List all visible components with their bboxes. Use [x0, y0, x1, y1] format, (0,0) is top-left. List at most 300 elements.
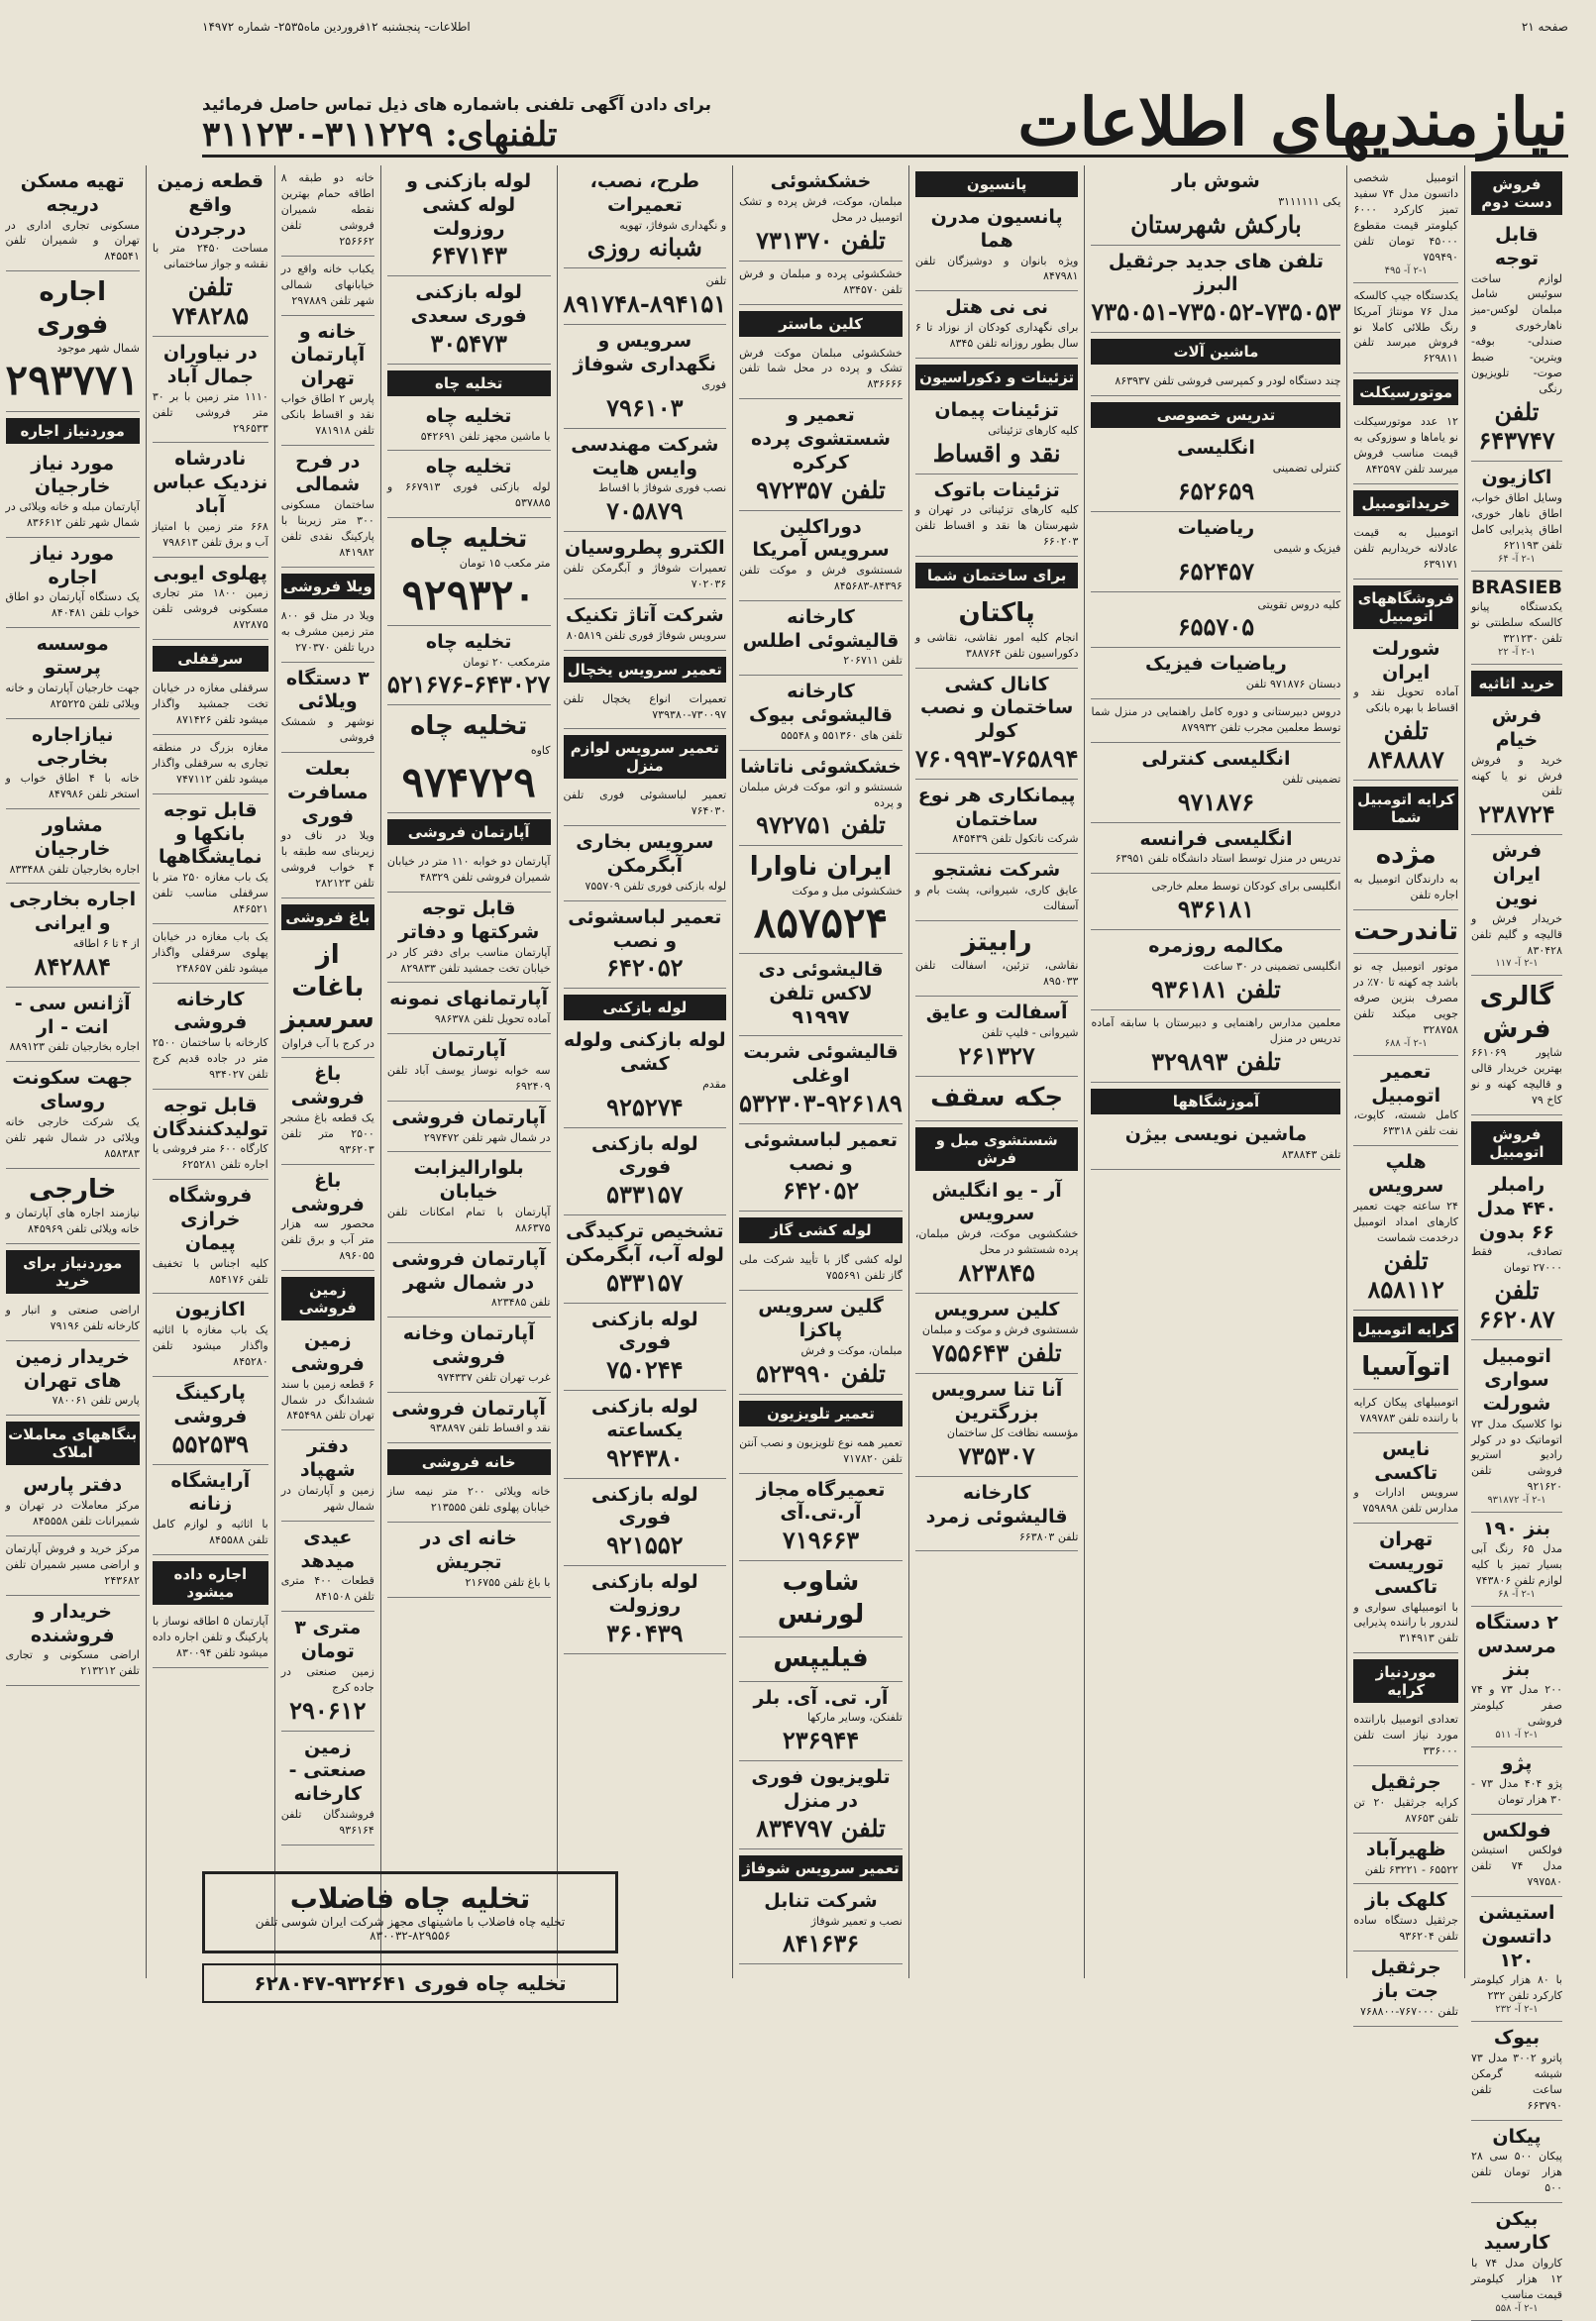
- ad-title: تخلیه چاه: [409, 711, 528, 742]
- classified-ad: [281, 1165, 374, 1271]
- ad-text: نوا کلاسیک مدل ۷۳ اتوماتیک دو در کولر رادیو استریو فروشی تلفن ۹۲۱۶۲۰: [1470, 1417, 1562, 1494]
- ad-text: آپارتمان ۵ اطاقه نوساز با پارکینگ و تلفن اجاره داده میشود تلفن ۸۳۰۰۹۴: [152, 1614, 268, 1659]
- ad-text: تلفن ۲۰۶۷۱۱: [843, 654, 903, 668]
- ad-code: ۲-۱ آ- ۶۴: [1498, 553, 1536, 565]
- ad-title: شورلت ایران: [1371, 637, 1440, 684]
- ad-title: تاندرحت: [1353, 915, 1458, 946]
- classified-ad: [564, 1215, 727, 1304]
- classified-ad: [153, 794, 268, 924]
- classified-ad: [6, 448, 140, 538]
- ad-phone: ۷۳۵۳۰۷: [958, 1441, 1035, 1470]
- ad-code: ۲-۱ آ- ۶۸۸: [1384, 1037, 1428, 1049]
- classified-ad: [915, 854, 1079, 921]
- ad-text: تلفن ۶۶۳۸۰۳: [1018, 1530, 1079, 1543]
- ad-title: سرویس بخاری آبگرمکن: [576, 831, 714, 878]
- ad-title: BRASIEB: [1470, 576, 1562, 598]
- classified-ad: [387, 705, 551, 813]
- ad-text: ساختمان مسکونی ۳۰۰ متر زیربنا با پارکینگ نقدی تلفن ۸۴۱۹۸۲: [280, 498, 374, 559]
- ad-title: فولکس: [1482, 1819, 1551, 1842]
- page-number: صفحه ۲۱: [1521, 20, 1568, 34]
- ad-title: نی نی هتل: [945, 296, 1049, 319]
- classified-ad: [387, 165, 551, 276]
- ad-text: خشکشویی موکت، فرش مبلمان، پرده شستشو در محل: [914, 1227, 1079, 1256]
- classified-ad: [1091, 1118, 1340, 1170]
- classified-ad: [1091, 592, 1340, 649]
- classified-ad: [915, 921, 1079, 997]
- ad-title: تخلیه چاه: [425, 630, 512, 653]
- ad-text: آپارتمان دو خوابه ۱۱۰ متر در خیابان شمیران فروشی تلفن ۴۸۳۲۹: [386, 855, 551, 885]
- ad-text: کامل شسته، کاپوت، نفت تلفن ۶۳۳۱۸: [1353, 1108, 1458, 1138]
- ad-phone: ۸۲۳۸۴۵: [958, 1257, 1035, 1287]
- ad-phone: ۹۲۴۳۸۰: [606, 1442, 684, 1472]
- ad-text: خشکشوئی مبل و موکت: [792, 884, 903, 897]
- classified-ad: [739, 601, 903, 676]
- ad-text: دبستان ۹۷۱۸۷۶ تلفن: [1245, 678, 1341, 691]
- ad-title: جرثقیل جت باز: [1370, 1956, 1441, 2002]
- ad-phone: تلفن ۸۴۸۸۸۷: [1367, 716, 1444, 775]
- ad-title: اجاره فوری: [37, 277, 109, 340]
- ad-title: قطعه زمین واقع درجردن: [157, 170, 264, 240]
- ad-text: ۱۱۱۰ متر زمین با بر ۳۰ متر فروشی تلفن ۲۹۶۵۳۳: [152, 389, 268, 435]
- classified-ad: [281, 316, 374, 446]
- column: [274, 165, 380, 1978]
- ad-phone: تلفن ۹۷۲۳۵۷: [756, 475, 886, 504]
- classified-ad: [1091, 246, 1340, 334]
- ad-title: اتوآسیا: [1361, 1351, 1451, 1382]
- footer-strip-title: تخلیه چاه فوری: [414, 1971, 567, 1995]
- ad-phone: ۹۷۱۸۷۶: [1177, 787, 1255, 816]
- classified-ad: [281, 753, 374, 898]
- classified-ad: [564, 1479, 727, 1567]
- classified-ad: [1353, 165, 1458, 283]
- ad-title: اکازیون: [1481, 467, 1552, 488]
- ad-text: شستشو و اتو، موکت فرش مبلمان و پرده: [739, 780, 903, 809]
- ad-title: جکه سقف: [930, 1083, 1064, 1112]
- classified-ad: [1353, 954, 1458, 1056]
- ad-title: شوش بار: [1172, 170, 1260, 192]
- classified-ad: [387, 1243, 551, 1318]
- ad-text: فروشندگان تلفن ۹۳۶۱۶۴: [280, 1807, 374, 1837]
- ad-title: خشکشوئی ناتاشا: [740, 755, 902, 778]
- ad-text: نقاشی، تزئین، اسفالت تلفن ۸۹۵۰۳۳: [914, 959, 1079, 989]
- classified-ad: [387, 451, 551, 518]
- ad-text: شرکت ناتکول تلفن ۸۴۵۴۳۹: [952, 832, 1079, 846]
- ad-title: فرش خیام: [1491, 705, 1543, 751]
- ad-text: شاپور ۶۶۱۰۶۹ بهترین خریدار قالی و قالیچه کهنه و نو کاخ ۷۹: [1470, 1046, 1562, 1108]
- ad-text: یکباب خانه واقع در خیابانهای شمالی شهر تلفن ۲۹۷۸۸۹: [280, 262, 374, 307]
- classified-ad: [281, 1612, 374, 1731]
- ad-text: شستشوی فرش و موکت تلفن ۸۴۳۹۶-۸۴۵۶۸۳: [739, 564, 903, 592]
- classified-ad: [1353, 1707, 1458, 1766]
- ad-phone: تلفن ۷۵۵۶۴۳: [931, 1337, 1062, 1367]
- ad-text: نیازمند اجاره های آپارتمان و خانه ویلائی تلفن ۸۴۵۹۶۹: [5, 1207, 140, 1236]
- newspaper-page: [5, 0, 1596, 2314]
- ad-title: جرثقیل: [1370, 1771, 1441, 1794]
- ad-text: یک باب مغازه در خیابان پهلوی سرقفلی واگذار میشود تلفن ۲۴۸۶۵۷: [152, 929, 268, 975]
- ad-title: تخلیه چاه: [425, 404, 512, 427]
- header-phones: [202, 95, 711, 155]
- ad-text: در شمال شهر تلفن ۲۹۷۴۷۲: [423, 1130, 551, 1144]
- ad-title: کارخانه قالیشوئی بیوک: [749, 681, 893, 727]
- section-heading: باغ فروشی: [281, 904, 374, 930]
- ad-phone: ۸۹۱۷۴۸-۸۹۴۱۵۱: [563, 289, 727, 319]
- ad-text: موتور اتومبیل چه نو باشد چه کهنه تا ۷۰٪ در مصرف بنزین صرفه جویی میکند تلفن ۳۲۸۷۵۸: [1353, 960, 1458, 1036]
- ad-text: تلفن ۸۲۳۴۸۵: [490, 1296, 551, 1310]
- ad-text: تضمینی تلفن: [1282, 772, 1341, 786]
- classified-ad: [739, 1637, 903, 1682]
- ad-phone: ۲۳۸۷۲۴: [1478, 799, 1555, 829]
- classified-ad: [1471, 1815, 1562, 1898]
- ad-title: بیوک: [1493, 2027, 1541, 2050]
- ad-title: لوله بازکنی ولوله کشی: [563, 1029, 726, 1075]
- classified-ad: [739, 1247, 903, 1291]
- classified-ad: [1353, 633, 1458, 781]
- section-heading: خریداتومبیل: [1353, 490, 1458, 516]
- ad-text: مساحت ۲۴۵۰ متر با نقشه و جواز ساختمانی: [152, 242, 268, 271]
- classified-ad: [564, 1304, 727, 1392]
- classified-ad: [739, 262, 903, 305]
- footer-box-text: تخلیه چاه فاضلاب با ماشینهای مجهز شرکت ایران شوسی تلفن ۸۲۹۵۵۶-۸۳۰۰۳۲: [255, 1915, 566, 1943]
- ad-title: نیازاجاره بخارجی: [31, 723, 114, 770]
- ad-text: پژو ۴۰۴ مدل ۷۳ - ۳۰ هزار تومان: [1470, 1776, 1563, 1806]
- ad-title: خریدار و فروشنده: [30, 1600, 115, 1646]
- ad-title: پانسیون مدرن هما: [930, 206, 1063, 252]
- ad-phone: ۳۰۵۴۷۳: [430, 328, 507, 358]
- ad-phone: تلفن ۸۳۴۷۹۷: [756, 1813, 886, 1843]
- ad-phone: ۶۴۲۰۵۲: [606, 953, 684, 983]
- classified-ad: [153, 924, 268, 984]
- ad-text: خریدار فرش و قالیچه و گلیم تلفن ۸۳۰۴۲۸: [1470, 911, 1562, 957]
- classified-ad: [6, 719, 140, 809]
- classified-ad: [915, 997, 1079, 1077]
- phones-label: تلفنهای:: [445, 115, 558, 155]
- ad-code: ۲-۱ آ- ۵۱۱: [1495, 1729, 1539, 1741]
- ad-title: دوراکلین سرویس آمریکا: [752, 515, 890, 562]
- ad-text: شستشوی فرش و موکت و مبلمان: [921, 1322, 1079, 1336]
- classified-ad: [387, 1102, 551, 1153]
- classified-ad: [6, 1341, 140, 1416]
- section-heading: اجاره داده میشود: [153, 1561, 268, 1605]
- ad-phone: ۷۰۵۸۷۹: [606, 496, 684, 526]
- ad-title: لوله بازکنی روزولت: [591, 1571, 698, 1617]
- classified-ad: [1353, 283, 1458, 374]
- ad-title: رابیتز: [961, 926, 1032, 957]
- section-heading: خرید اثاثیه: [1471, 671, 1562, 696]
- ad-title: پارکینگ فروشی: [173, 1382, 248, 1427]
- classified-ad: [739, 954, 903, 1036]
- ad-text: تعمیرات انواع یخچال تلفن ۷۳۰۰۹۷-۷۳۹۳۸۰: [563, 691, 727, 721]
- ad-title: کانال کشی ساختمان و نصب کولر: [919, 673, 1074, 743]
- ad-title: تلویزیون فوری در منزل: [751, 1766, 891, 1813]
- ad-title: تهیه مسکن دریجه: [20, 170, 125, 216]
- classified-ad: [281, 603, 374, 663]
- classified-ad: [564, 1128, 727, 1216]
- ad-text: کاوه: [530, 743, 551, 757]
- ad-phone: ۷۳۵۰۵۱-۷۳۵۰۵۲-۷۳۵۰۵۳: [1091, 297, 1341, 327]
- classified-ad: [739, 1474, 903, 1562]
- ad-phone: ۵۳۳۱۵۷: [606, 1180, 684, 1210]
- ad-text: تعمیرات شوفاژ و آبگرمکن تلفن ۷۰۲۰۳۶: [563, 562, 727, 590]
- ad-title: جهت سکونت روسای: [12, 1067, 134, 1113]
- column: [732, 165, 908, 1978]
- classified-ad: [6, 1298, 140, 1341]
- ad-text: آماده تحویل نقد و اقساط با بهره بانکی: [1353, 686, 1458, 715]
- ad-text: مقدم: [702, 1077, 727, 1091]
- ad-title: خریدار زمین های تهران: [15, 1345, 130, 1392]
- classified-ad: [915, 592, 1079, 668]
- classified-ad: [915, 475, 1079, 558]
- ad-text: مدل ۶۵ رنگ آبی بسیار تمیز با کلیه لوازم تلفن ۷۴۳۸۰۶: [1470, 1542, 1562, 1587]
- ad-title: کلهک باز: [1364, 1889, 1447, 1912]
- section-heading: آپارتمان فروشی: [387, 819, 551, 845]
- section-heading: ویلا فروشی: [281, 574, 374, 599]
- ad-phone: ۹۲۵۲۷۴: [606, 1092, 684, 1121]
- classified-ad: [281, 934, 374, 1058]
- classified-ad: [1471, 1340, 1562, 1513]
- ad-text: معلمین مدارس راهنمایی و دبیرستان با سابقه آماده تدریس در منزل: [1091, 1016, 1341, 1045]
- ad-text: کرایه جرثقیل ۲۰ تن تلفن ۸۷۶۵۳: [1353, 1795, 1458, 1825]
- ad-text: خرید و فروش فرش نو یا کهنه تلفن: [1470, 753, 1562, 798]
- ad-text: مترمکعب ۲۰ تومان: [463, 655, 551, 669]
- ad-title: بعلت مسافرت فوری: [286, 758, 369, 827]
- ad-text: یک باب مغازه ۲۵۰ متر با سرقفلی مناسب تلفن ۸۴۶۵۲۱: [152, 871, 268, 915]
- ad-title: ۳ دستگاه ویلائی: [285, 667, 370, 713]
- ad-title: طرح، نصب، تعمیرات: [589, 170, 700, 216]
- ad-title: قابل توجه: [1494, 224, 1540, 269]
- section-heading: موردنیاز اجاره: [6, 418, 140, 444]
- ad-title: قابل توجه تولیدکنندگان: [152, 1094, 268, 1140]
- ad-title: مژده: [1375, 840, 1436, 871]
- ad-title: اکازیون: [174, 1299, 246, 1321]
- classified-ad: [153, 1090, 268, 1180]
- ad-text: برای نگهداری کودکان از نوزاد تا ۶ سال بطور روزانه تلفن ۸۳۴۵: [914, 321, 1079, 351]
- ad-title: هلپ سرویس: [1368, 1151, 1444, 1197]
- classified-ad: [387, 626, 551, 706]
- ad-title: آر. تی. آی. بلر: [753, 1686, 889, 1709]
- classified-ad: [739, 341, 903, 400]
- ad-title: فروشگاه خرازی پیمان: [168, 1185, 253, 1254]
- classified-ad: [739, 165, 903, 262]
- classified-ad: [915, 669, 1079, 780]
- section-heading: موردنیاز برای خرید: [6, 1250, 140, 1294]
- ad-text: لوله کشی گاز با تأیید شرکت ملی گاز تلفن ۷۵۵۶۹۱: [739, 1253, 903, 1283]
- ad-title: آپارتمان: [431, 1039, 506, 1062]
- classified-ad: [1471, 1747, 1562, 1815]
- ad-title: تزئینات باتوک: [933, 478, 1060, 501]
- ad-text: ۱۲ عدد موتورسیکلت نو یاماها و سوزوکی به قیمت مناسب فروش میرسد تلفن ۸۴۲۵۹۷: [1353, 415, 1458, 476]
- ad-text: اجاره بخارجیان تلفن ۸۸۹۱۲۳: [9, 1040, 140, 1054]
- section-heading: تعمیر سرویس شوفاژ: [739, 1855, 903, 1881]
- ad-text: تعدادی اتومبیل بارانتده مورد نیاز است تلفن ۳۳۶۰۰۰: [1353, 1713, 1458, 1758]
- ad-text: ویلا در ناف دو زیربنای سه طبقه با ۴ خواب فروشی تلفن ۲۸۲۱۲۳: [280, 829, 374, 891]
- ad-text: تلفن ۷۶۷۰۰۰-۷۶۸۸۰۰: [1359, 2004, 1458, 2018]
- ad-title: ریاضیات: [1177, 516, 1255, 539]
- footer-strip-phone: ۹۳۲۶۴۱-۶۲۸۰۴۷: [254, 1971, 408, 1995]
- ad-text: خشکشوئی پرده و مبلمان و فرش تلفن ۸۳۴۵۷۰: [739, 266, 903, 296]
- classified-ad: [6, 809, 140, 884]
- ad-title: آپارتمان فروشی: [391, 1106, 546, 1128]
- ad-phone: ۹۲۹۳۲۰: [401, 570, 536, 619]
- section-heading: موتورسیکلت: [1353, 379, 1458, 405]
- ad-text: مغازه بزرگ در منطقه تجاری به سرقفلی واگذار میشود تلفن ۷۴۷۱۱۲: [152, 740, 268, 786]
- ad-title: بیکن کارسید: [1483, 2208, 1550, 2254]
- footer-box-ad: [202, 1871, 618, 1953]
- ad-title: انگلیسی فرانسه: [1139, 827, 1293, 850]
- ad-phone: ۵۲۱۶۷۶-۶۴۳۰۲۷: [386, 670, 551, 699]
- ad-text: تعمیر لباسشوئی فوری تلفن ۷۶۴۰۳۰: [563, 789, 727, 818]
- footer-strip-ad: [202, 1963, 618, 2003]
- classified-ad: [281, 663, 374, 753]
- column: [1084, 165, 1346, 1978]
- ad-phone: ۷۱۹۶۶۳: [782, 1526, 860, 1555]
- classified-ad: [915, 394, 1079, 475]
- ad-text: کاروان مدل ۷۴ با ۱۲ هزار کیلومتر قیمت مناسب: [1470, 2256, 1562, 2301]
- ad-title: پژو: [1501, 1751, 1533, 1774]
- ad-title: سرویس و نگهداری شوفاژ: [573, 330, 716, 376]
- section-heading: لوله کشی گاز: [739, 1217, 903, 1243]
- ad-text: آپارتمان مبله و خانه ویلائی در شمال شهر تلفن ۸۳۶۶۱۲: [5, 500, 140, 529]
- classified-ad: [153, 165, 268, 337]
- ad-title: ظهیرآباد: [1365, 1838, 1446, 1860]
- ad-title: فیلیپس: [773, 1643, 869, 1674]
- ad-text: کلیه کارهای تزئیناتی در تهران و شهرستان ها نقد و اقساط تلفن ۶۶۰۲۰۳: [914, 503, 1079, 549]
- ad-title: کارخانه قالیشوئی اطلس: [742, 605, 900, 652]
- classified-ad: [1353, 1524, 1458, 1653]
- classified-ad: [6, 1596, 140, 1686]
- phones-number: ۳۱۱۲۲۹-۳۱۱۲۳۰: [202, 115, 434, 155]
- section-heading: تزئینات و دکوراسیون: [915, 365, 1079, 390]
- ad-phone: ۶۴۲۰۵۲: [782, 1176, 860, 1206]
- header-note: برای دادن آگهی تلفنی باشماره های ذیل تماس حاصل فرمائید: [202, 95, 711, 115]
- classified-ad: [1471, 2121, 1562, 2204]
- ad-title: قابل توجه بانکها و نمایشگاهها: [159, 798, 263, 869]
- ad-phone: ۲۶۱۳۲۷: [958, 1041, 1035, 1070]
- ad-text: کلیه اجناس با تخفیف تلفن ۸۵۴۱۷۶: [152, 1256, 268, 1286]
- classified-ad: [281, 1522, 374, 1612]
- ad-title: الکترو پطروسیان: [564, 537, 725, 560]
- ad-text: تعمیر همه نوع تلویزیون و نصب آنتن تلفن ۷۱۷۸۲۰: [739, 1435, 903, 1465]
- classified-ad: [564, 1024, 727, 1127]
- ad-text: لوله بازکنی فوری تلفن ۷۵۵۷۰۹: [585, 879, 727, 893]
- classified-ad: [387, 893, 551, 983]
- classified-ad: [1091, 648, 1340, 699]
- ad-text: تصادف، فقط ۲۷۰۰۰ تومان: [1470, 1245, 1562, 1275]
- ad-text: یک دستگاه آپارتمان دو اطاق خواب تلفن ۸۴۰۴۸۱: [5, 590, 140, 620]
- ad-text: فوری: [701, 377, 727, 391]
- classified-ad: [281, 1430, 374, 1521]
- classified-ad: [6, 628, 140, 718]
- classified-ad: [153, 1609, 268, 1668]
- ad-text: با اتومبیلهای سواری و لندرور با راننده پذیرایی تلفن ۳۱۴۹۱۳: [1353, 1600, 1458, 1645]
- classified-ad: [1091, 432, 1340, 512]
- ad-text: متر مکعب ۱۵ تومان: [459, 556, 551, 570]
- ad-text: اتومبیل به قیمت عادلانه خریداریم تلفن ۶۳۹۱۷۱: [1353, 526, 1458, 571]
- ad-text: و نگهداری شوفاژ، تهویه: [619, 218, 727, 232]
- section-heading: بنگاههای معاملات املاک: [6, 1422, 140, 1465]
- ad-text: تلفن ۸۳۸۸۴۳: [1281, 1147, 1341, 1161]
- classified-ad: [739, 1682, 903, 1762]
- ad-text: انگلیسی برای کودکان توسط معلم خارجی: [1151, 880, 1341, 894]
- ad-title: آپارتمان فروشی در شمال شهر: [391, 1247, 546, 1294]
- classified-ad: [387, 983, 551, 1034]
- ad-title: خانه و آپارتمان تهران: [290, 320, 366, 389]
- section-heading: پانسیون: [915, 171, 1079, 197]
- classified-ad: [6, 1536, 140, 1596]
- classified-ad: [1353, 834, 1458, 909]
- classified-ad: [1471, 976, 1562, 1115]
- classified-ad: [153, 1294, 268, 1377]
- classified-ad: [1353, 1056, 1458, 1146]
- classified-ad: [1471, 835, 1562, 976]
- ad-code: ۲-۱ آ- ۲۳۲: [1495, 2004, 1539, 2016]
- ad-text: غرب تهران تلفن ۹۷۴۳۳۷: [437, 1370, 551, 1384]
- ad-text: مسکونی تجاری اداری در تهران و شمیران تلفن ۸۴۵۵۴۱: [5, 218, 140, 264]
- ad-phone: ۶۵۲۶۵۹: [1177, 475, 1255, 505]
- ad-text: عایق کاری، شیروانی، پشت بام و آسفالت: [914, 884, 1079, 912]
- ad-text: لوازم ساخت سوئیس شامل مبلمان لوکس-میز ناهارخوری و صندلی- بوفه- ویترین- ضبط صوت- تلویزیون رنگی: [1470, 271, 1562, 396]
- ad-phone: ۲۹۰۶۱۲: [289, 1695, 367, 1725]
- classified-ad: [387, 849, 551, 893]
- section-heading: فروشگاههای اتومبیل: [1353, 585, 1458, 629]
- ad-phone: تلفن ۸۵۸۱۱۲: [1367, 1245, 1444, 1304]
- classified-ad: [564, 429, 727, 532]
- ad-text: مرکز خرید و فروش آپارتمان و اراضی مسیر شمیران تلفن ۲۴۳۶۸۲: [5, 1541, 140, 1587]
- section-heading: تعمیر سرویس یخچال: [564, 657, 727, 683]
- classified-ad: [739, 1761, 903, 1849]
- ad-text: خشکشوئی مبلمان موکت فرش تشک و پرده در محل شما تلفن ۸۳۶۶۶۶: [739, 346, 903, 391]
- ad-title: تعمیر اتومبیل: [1371, 1060, 1441, 1107]
- ad-text: زمین صنعتی در جاده کرج: [280, 1664, 374, 1694]
- ad-phone: تلفن ۶۴۳۷۴۷: [1478, 397, 1555, 455]
- ad-title: آپارتمان فروشی: [391, 1397, 546, 1420]
- ad-title: پاکتان: [958, 598, 1035, 629]
- ad-phone: ۸۴۱۶۳۶: [782, 1929, 860, 1958]
- ad-text: ۶۵۵۲۲ - ۶۳۲۲۱ تلفن: [1364, 1862, 1458, 1876]
- ad-text: کارخانه با ساختمان ۲۵۰۰ متر در جاده قدیم کرج تلفن ۹۳۴۰۲۷: [152, 1036, 268, 1081]
- ad-title: کلین سرویس: [933, 1298, 1060, 1320]
- ad-title: پیکان: [1492, 2125, 1542, 2148]
- ad-title: آر - یو انگلیش سرویس: [931, 1179, 1062, 1225]
- ad-text: با اثاثیه و لوازم کامل تلفن ۸۴۵۵۸۸: [152, 1518, 268, 1546]
- ad-phone: ۶۵۲۴۵۷: [1177, 556, 1255, 585]
- masthead: [202, 38, 1568, 158]
- section-heading: شستشوی مبل و فرش: [915, 1127, 1079, 1171]
- ad-text: ویژه بانوان و دوشیزگان تلفن ۸۴۷۹۸۱: [914, 254, 1079, 283]
- classified-ad: [915, 291, 1079, 359]
- classified-ad: [1471, 1607, 1562, 1747]
- ad-text: تلفن: [705, 274, 727, 288]
- ad-title: ریاضیات فیزیک: [1145, 653, 1287, 676]
- ad-title: تخلیه چاه: [425, 456, 512, 478]
- ad-title: گلین سرویس پاکزا: [758, 1296, 884, 1342]
- ad-title: تهران توریست تاکسی: [1367, 1529, 1444, 1598]
- section-heading: کلین ماستر: [739, 311, 903, 337]
- section-heading: کرایه اتومبیل: [1353, 1317, 1458, 1342]
- ad-text: اجاره بخارجیان تلفن ۸۳۳۴۸۸: [9, 862, 140, 876]
- ad-phone: تلفن ۵۲۳۹۹۰: [756, 1358, 886, 1388]
- ad-text: اراضی صنعتی و انبار و کارخانه تلفن ۷۹۱۹۶: [5, 1304, 140, 1332]
- classified-ad: [564, 165, 727, 268]
- ad-title: گالری فرش: [1479, 982, 1554, 1044]
- ad-title: تعمیر لباسشوئی و نصب: [743, 1128, 899, 1175]
- classified-ad: [1091, 930, 1340, 1010]
- ad-title: آرایشگاه زنانه: [170, 1469, 251, 1516]
- ad-code: ۲-۱ آ- ۴۹۵: [1384, 264, 1428, 276]
- ad-phone: تلفن ۹۳۶۱۸۱: [1151, 975, 1281, 1003]
- ad-text: کارگاه ۶۰۰ متر فروشی یا اجاره تلفن ۶۲۵۲۸۱: [152, 1142, 268, 1172]
- ad-phone: ۳۶۰۴۳۹: [606, 1618, 684, 1647]
- classified-ad: [564, 1391, 727, 1479]
